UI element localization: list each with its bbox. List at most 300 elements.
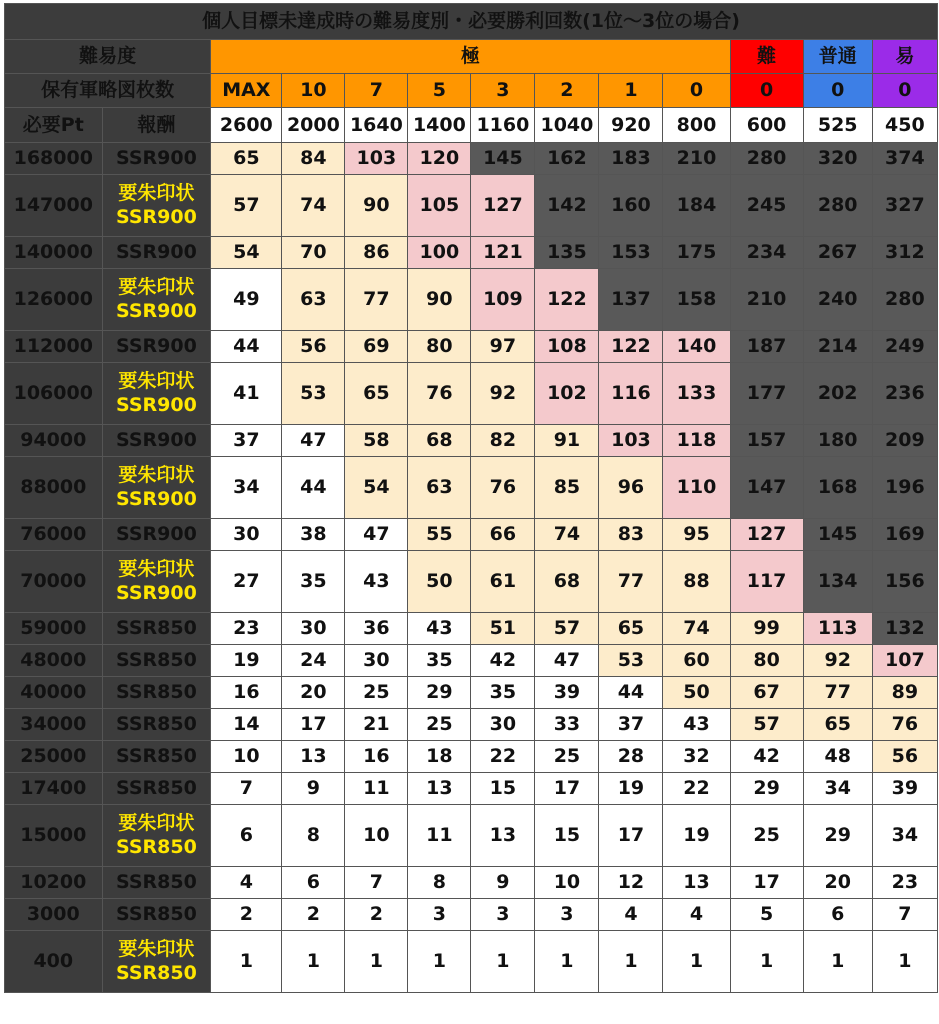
- reward-requirement-note: 要朱印状: [118, 937, 195, 960]
- win-count-cell: 77: [599, 551, 663, 613]
- win-count-cell: 53: [282, 363, 345, 425]
- win-count-cell: 122: [535, 269, 599, 331]
- win-count-cell: 50: [663, 677, 730, 709]
- win-count-cell: 54: [345, 457, 408, 519]
- strategy-count-cell: 10: [282, 74, 345, 108]
- win-count-cell: 63: [408, 457, 471, 519]
- win-count-cell: 374: [872, 143, 937, 175]
- win-count-cell: 187: [730, 331, 803, 363]
- win-count-cell: 65: [803, 709, 872, 741]
- win-count-cell: 1: [471, 931, 535, 993]
- reward-cell: [102, 363, 211, 425]
- win-count-cell: 280: [730, 143, 803, 175]
- required-pt-cell: 70000: [5, 551, 103, 613]
- win-count-cell: 8: [282, 805, 345, 867]
- required-pt-cell: 40000: [5, 677, 103, 709]
- win-count-cell: 13: [282, 741, 345, 773]
- points-per-win-cell: 600: [730, 108, 803, 143]
- required-pt-cell: 3000: [5, 899, 103, 931]
- points-per-win-cell: 2600: [211, 108, 282, 143]
- win-count-cell: 30: [471, 709, 535, 741]
- win-count-cell: 48: [803, 741, 872, 773]
- reward-name: SSR900: [116, 487, 197, 510]
- required-pt-cell: 126000: [5, 269, 103, 331]
- win-count-cell: 312: [872, 237, 937, 269]
- win-count-cell: 267: [803, 237, 872, 269]
- points-per-win-row: [5, 108, 938, 143]
- reward-cell: [102, 867, 211, 899]
- strategy-count-cell: MAX: [211, 74, 282, 108]
- reward-cell: [102, 805, 211, 867]
- win-count-cell: 3: [408, 899, 471, 931]
- win-count-cell: 43: [408, 613, 471, 645]
- win-count-cell: 105: [408, 175, 471, 237]
- reward-requirement-note: 要朱印状: [118, 811, 195, 834]
- win-count-cell: 56: [282, 331, 345, 363]
- win-count-cell: 234: [730, 237, 803, 269]
- win-count-cell: 80: [730, 645, 803, 677]
- table-row: [5, 143, 938, 175]
- strategy-count-cell: 1: [599, 74, 663, 108]
- reward-name: SSR900: [116, 299, 197, 322]
- win-count-cell: 19: [599, 773, 663, 805]
- win-count-cell: 38: [282, 519, 345, 551]
- points-per-win-cell: 1040: [535, 108, 599, 143]
- reward-requirement-note: 要朱印状: [118, 463, 195, 486]
- win-count-cell: 142: [535, 175, 599, 237]
- win-count-cell: 1: [599, 931, 663, 993]
- required-pt-cell: 34000: [5, 709, 103, 741]
- required-pt-label: 必要Pt: [5, 108, 103, 143]
- win-count-cell: 184: [663, 175, 730, 237]
- win-count-cell: 65: [211, 143, 282, 175]
- win-count-cell: 245: [730, 175, 803, 237]
- win-count-cell: 23: [211, 613, 282, 645]
- win-count-cell: 44: [282, 457, 345, 519]
- win-count-cell: 29: [730, 773, 803, 805]
- win-count-cell: 6: [282, 867, 345, 899]
- strategy-count-cell: 3: [471, 74, 535, 108]
- reward-name: SSR850: [116, 871, 197, 893]
- win-count-cell: 67: [730, 677, 803, 709]
- win-count-cell: 280: [803, 175, 872, 237]
- win-count-cell: 5: [730, 899, 803, 931]
- win-count-cell: 113: [803, 613, 872, 645]
- win-count-cell: 47: [535, 645, 599, 677]
- win-count-cell: 121: [471, 237, 535, 269]
- win-count-cell: 39: [535, 677, 599, 709]
- win-count-cell: 66: [471, 519, 535, 551]
- strategy-count-cell: 0: [663, 74, 730, 108]
- win-count-cell: 2: [211, 899, 282, 931]
- difficulty-label: 難易度: [5, 40, 211, 74]
- win-count-cell: 1: [663, 931, 730, 993]
- win-count-cell: 70: [282, 237, 345, 269]
- table-row: [5, 931, 938, 993]
- reward-name: SSR850: [116, 903, 197, 925]
- win-count-cell: 30: [211, 519, 282, 551]
- win-count-cell: 84: [282, 143, 345, 175]
- win-count-cell: 65: [599, 613, 663, 645]
- win-count-cell: 103: [345, 143, 408, 175]
- reward-name: SSR850: [116, 713, 197, 735]
- required-pt-cell: 106000: [5, 363, 103, 425]
- win-count-cell: 25: [408, 709, 471, 741]
- win-count-cell: 57: [211, 175, 282, 237]
- win-count-cell: 14: [211, 709, 282, 741]
- difficulty-hard-header: 難: [730, 40, 803, 74]
- win-count-cell: 34: [211, 457, 282, 519]
- reward-cell: [102, 331, 211, 363]
- win-count-cell: 16: [211, 677, 282, 709]
- win-count-cell: 17: [730, 867, 803, 899]
- win-count-cell: 6: [211, 805, 282, 867]
- win-count-cell: 25: [535, 741, 599, 773]
- win-count-cell: 83: [599, 519, 663, 551]
- reward-cell: [102, 677, 211, 709]
- win-count-cell: 97: [471, 331, 535, 363]
- win-count-cell: 69: [345, 331, 408, 363]
- win-count-cell: 280: [872, 269, 937, 331]
- win-count-cell: 43: [345, 551, 408, 613]
- win-count-cell: 35: [471, 677, 535, 709]
- reward-label: 報酬: [102, 108, 211, 143]
- win-count-cell: 145: [803, 519, 872, 551]
- win-count-cell: 1: [345, 931, 408, 993]
- points-per-win-cell: 920: [599, 108, 663, 143]
- win-count-cell: 9: [471, 867, 535, 899]
- win-count-cell: 76: [872, 709, 937, 741]
- win-count-cell: 180: [803, 425, 872, 457]
- reward-cell: [102, 645, 211, 677]
- win-count-cell: 249: [872, 331, 937, 363]
- win-count-cell: 22: [471, 741, 535, 773]
- win-count-cell: 2: [345, 899, 408, 931]
- win-count-cell: 4: [211, 867, 282, 899]
- win-count-cell: 100: [408, 237, 471, 269]
- win-count-cell: 127: [730, 519, 803, 551]
- win-count-cell: 13: [408, 773, 471, 805]
- win-count-cell: 160: [599, 175, 663, 237]
- win-count-cell: 80: [408, 331, 471, 363]
- win-count-cell: 116: [599, 363, 663, 425]
- win-count-cell: 47: [345, 519, 408, 551]
- strategy-count-cell: 0: [872, 74, 937, 108]
- table-row: [5, 175, 938, 237]
- reward-cell: [102, 237, 211, 269]
- win-count-cell: 132: [872, 613, 937, 645]
- reward-cell: [102, 931, 211, 993]
- table-row: [5, 645, 938, 677]
- win-count-cell: 183: [599, 143, 663, 175]
- win-count-cell: 135: [535, 237, 599, 269]
- table-row: [5, 805, 938, 867]
- win-count-cell: 55: [408, 519, 471, 551]
- win-count-cell: 20: [803, 867, 872, 899]
- required-pt-cell: 15000: [5, 805, 103, 867]
- win-count-cell: 60: [663, 645, 730, 677]
- reward-name: SSR900: [116, 429, 197, 451]
- reward-name: SSR900: [116, 205, 197, 228]
- reward-cell: [102, 143, 211, 175]
- win-count-cell: 122: [599, 331, 663, 363]
- win-count-cell: 95: [663, 519, 730, 551]
- win-count-cell: 168: [803, 457, 872, 519]
- win-count-cell: 8: [408, 867, 471, 899]
- win-count-cell: 30: [345, 645, 408, 677]
- win-count-cell: 85: [535, 457, 599, 519]
- table-row: [5, 331, 938, 363]
- reward-cell: [102, 741, 211, 773]
- win-count-cell: 134: [803, 551, 872, 613]
- points-per-win-cell: 1400: [408, 108, 471, 143]
- reward-name: SSR900: [116, 335, 197, 357]
- win-count-cell: 108: [535, 331, 599, 363]
- reward-name: SSR900: [116, 393, 197, 416]
- win-count-cell: 27: [211, 551, 282, 613]
- points-per-win-cell: 1160: [471, 108, 535, 143]
- reward-cell: [102, 425, 211, 457]
- reward-name: SSR850: [116, 835, 197, 858]
- win-count-cell: 18: [408, 741, 471, 773]
- win-count-cell: 103: [599, 425, 663, 457]
- reward-name: SSR850: [116, 681, 197, 703]
- required-pt-cell: 59000: [5, 613, 103, 645]
- win-count-cell: 44: [211, 331, 282, 363]
- win-count-cell: 37: [211, 425, 282, 457]
- win-count-cell: 36: [345, 613, 408, 645]
- win-count-cell: 3: [471, 899, 535, 931]
- win-count-cell: 39: [872, 773, 937, 805]
- table-row: [5, 269, 938, 331]
- reward-cell: [102, 457, 211, 519]
- reward-cell: [102, 269, 211, 331]
- table-row: [5, 551, 938, 613]
- win-count-cell: 34: [803, 773, 872, 805]
- reward-name: SSR900: [116, 523, 197, 545]
- win-count-cell: 320: [803, 143, 872, 175]
- table-row: [5, 867, 938, 899]
- win-count-cell: 7: [872, 899, 937, 931]
- win-count-cell: 49: [211, 269, 282, 331]
- win-count-cell: 102: [535, 363, 599, 425]
- win-count-cell: 34: [872, 805, 937, 867]
- win-count-cell: 44: [599, 677, 663, 709]
- win-count-cell: 37: [599, 709, 663, 741]
- win-count-cell: 10: [535, 867, 599, 899]
- win-count-cell: 1: [211, 931, 282, 993]
- win-count-cell: 209: [872, 425, 937, 457]
- win-count-cell: 175: [663, 237, 730, 269]
- win-count-cell: 92: [803, 645, 872, 677]
- win-count-cell: 68: [535, 551, 599, 613]
- win-count-cell: 35: [408, 645, 471, 677]
- win-count-cell: 140: [663, 331, 730, 363]
- win-count-cell: 53: [599, 645, 663, 677]
- win-count-cell: 47: [282, 425, 345, 457]
- win-count-cell: 145: [471, 143, 535, 175]
- required-pt-cell: 400: [5, 931, 103, 993]
- reward-cell: [102, 899, 211, 931]
- win-count-cell: 118: [663, 425, 730, 457]
- win-count-cell: 214: [803, 331, 872, 363]
- win-count-cell: 16: [345, 741, 408, 773]
- points-per-win-cell: 450: [872, 108, 937, 143]
- table-row: [5, 773, 938, 805]
- win-count-cell: 25: [730, 805, 803, 867]
- win-count-cell: 107: [872, 645, 937, 677]
- win-count-table: [4, 3, 938, 993]
- reward-requirement-note: 要朱印状: [118, 557, 195, 580]
- win-count-cell: 13: [471, 805, 535, 867]
- win-count-cell: 169: [872, 519, 937, 551]
- required-pt-cell: 94000: [5, 425, 103, 457]
- win-count-cell: 19: [663, 805, 730, 867]
- reward-cell: [102, 175, 211, 237]
- win-count-cell: 17: [535, 773, 599, 805]
- table-row: [5, 519, 938, 551]
- win-count-cell: 10: [211, 741, 282, 773]
- table-row: [5, 741, 938, 773]
- win-count-cell: 13: [663, 867, 730, 899]
- strategy-count-cell: 5: [408, 74, 471, 108]
- win-count-cell: 110: [663, 457, 730, 519]
- table-row: [5, 899, 938, 931]
- win-count-cell: 153: [599, 237, 663, 269]
- win-count-cell: 76: [408, 363, 471, 425]
- win-count-cell: 1: [730, 931, 803, 993]
- win-count-cell: 240: [803, 269, 872, 331]
- win-count-cell: 1: [408, 931, 471, 993]
- win-count-cell: 156: [872, 551, 937, 613]
- win-count-cell: 4: [599, 899, 663, 931]
- win-count-cell: 20: [282, 677, 345, 709]
- win-count-cell: 196: [872, 457, 937, 519]
- win-count-cell: 54: [211, 237, 282, 269]
- reward-name: SSR850: [116, 649, 197, 671]
- win-count-cell: 17: [282, 709, 345, 741]
- win-count-cell: 1: [872, 931, 937, 993]
- difficulty-row: [5, 40, 938, 74]
- required-pt-cell: 10200: [5, 867, 103, 899]
- win-count-cell: 42: [730, 741, 803, 773]
- win-count-cell: 35: [282, 551, 345, 613]
- win-count-cell: 63: [282, 269, 345, 331]
- reward-name: SSR850: [116, 961, 197, 984]
- table-row: [5, 425, 938, 457]
- win-count-cell: 177: [730, 363, 803, 425]
- table-row: [5, 457, 938, 519]
- win-count-cell: 21: [345, 709, 408, 741]
- win-count-cell: 1: [803, 931, 872, 993]
- win-count-cell: 17: [599, 805, 663, 867]
- win-count-cell: 68: [408, 425, 471, 457]
- win-count-cell: 57: [535, 613, 599, 645]
- win-count-cell: 15: [535, 805, 599, 867]
- win-count-cell: 147: [730, 457, 803, 519]
- win-count-cell: 9: [282, 773, 345, 805]
- win-count-cell: 50: [408, 551, 471, 613]
- win-count-cell: 91: [535, 425, 599, 457]
- reward-cell: [102, 551, 211, 613]
- table-row: [5, 237, 938, 269]
- difficulty-normal-header: 普通: [803, 40, 872, 74]
- win-count-cell: 11: [408, 805, 471, 867]
- win-count-cell: 157: [730, 425, 803, 457]
- table-row: [5, 613, 938, 645]
- win-count-cell: 61: [471, 551, 535, 613]
- win-count-cell: 210: [663, 143, 730, 175]
- win-count-cell: 158: [663, 269, 730, 331]
- win-count-cell: 15: [471, 773, 535, 805]
- win-count-cell: 90: [408, 269, 471, 331]
- required-pt-cell: 88000: [5, 457, 103, 519]
- win-count-cell: 127: [471, 175, 535, 237]
- table-row: [5, 709, 938, 741]
- win-count-cell: 7: [345, 867, 408, 899]
- points-per-win-cell: 1640: [345, 108, 408, 143]
- win-count-cell: 77: [345, 269, 408, 331]
- win-count-cell: 10: [345, 805, 408, 867]
- title-row: [5, 4, 938, 40]
- win-count-cell: 117: [730, 551, 803, 613]
- strategy-count-cell: 0: [730, 74, 803, 108]
- win-count-cell: 51: [471, 613, 535, 645]
- win-count-cell: 96: [599, 457, 663, 519]
- table-title: 個人目標未達成時の難易度別・必要勝利回数(1位～3位の場合): [5, 4, 938, 40]
- strategy-count-cell: 2: [535, 74, 599, 108]
- win-count-cell: 210: [730, 269, 803, 331]
- win-count-cell: 89: [872, 677, 937, 709]
- strategy-count-row: [5, 74, 938, 108]
- win-count-cell: 57: [730, 709, 803, 741]
- win-count-cell: 202: [803, 363, 872, 425]
- win-count-table-sheet: [4, 3, 938, 1022]
- reward-requirement-note: 要朱印状: [118, 275, 195, 298]
- win-count-cell: 22: [663, 773, 730, 805]
- win-count-cell: 99: [730, 613, 803, 645]
- win-count-cell: 25: [345, 677, 408, 709]
- win-count-cell: 33: [535, 709, 599, 741]
- win-count-cell: 74: [535, 519, 599, 551]
- win-count-cell: 1: [282, 931, 345, 993]
- required-pt-cell: 25000: [5, 741, 103, 773]
- required-pt-cell: 168000: [5, 143, 103, 175]
- win-count-cell: 24: [282, 645, 345, 677]
- win-count-cell: 7: [211, 773, 282, 805]
- win-count-cell: 29: [408, 677, 471, 709]
- reward-name: SSR900: [116, 147, 197, 169]
- win-count-cell: 74: [663, 613, 730, 645]
- points-per-win-cell: 525: [803, 108, 872, 143]
- reward-name: SSR900: [116, 241, 197, 263]
- points-per-win-cell: 800: [663, 108, 730, 143]
- reward-cell: [102, 773, 211, 805]
- table-row: [5, 677, 938, 709]
- required-pt-cell: 17400: [5, 773, 103, 805]
- win-count-cell: 76: [471, 457, 535, 519]
- difficulty-easy-header: 易: [872, 40, 937, 74]
- win-count-cell: 3: [535, 899, 599, 931]
- win-count-cell: 56: [872, 741, 937, 773]
- win-count-cell: 86: [345, 237, 408, 269]
- win-count-cell: 43: [663, 709, 730, 741]
- difficulty-extreme-header: 極: [211, 40, 730, 74]
- reward-cell: [102, 613, 211, 645]
- strategy-count-label: 保有軍略図枚数: [5, 74, 211, 108]
- win-count-cell: 82: [471, 425, 535, 457]
- win-count-cell: 327: [872, 175, 937, 237]
